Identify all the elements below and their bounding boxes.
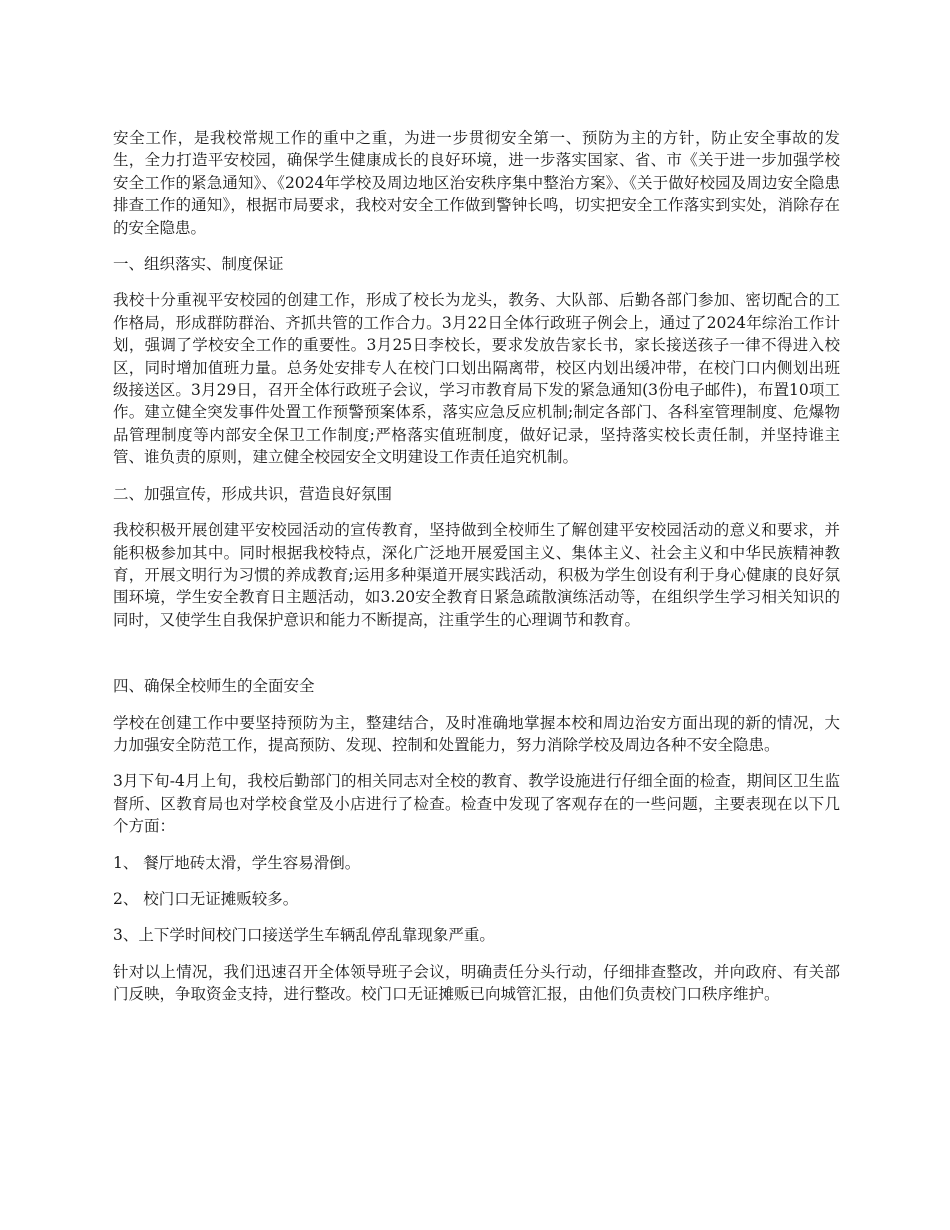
list-item: 2、 校门口无证摊贩较多。 — [113, 889, 299, 908]
list-item: 3、上下学时间校门口接送学生车辆乱停乱靠现象严重。 — [113, 926, 495, 945]
section-heading-1: 一、组织落实、制度保证 — [113, 255, 284, 274]
inspection-paragraph: 3月下旬-4月上旬，我校后勤部门的相关同志对全校的教育、教学设施进行仔细全面的检查，期间区卫生监督所、区教育局也对学校食堂及小店进行了检查。检查中发现了客观存在的一些问题，主要表现在以下几个方面： — [113, 772, 840, 836]
section-heading-4: 四、确保全校师生的全面安全 — [113, 677, 315, 696]
document-body — [113, 127, 840, 1020]
section-2-paragraph: 我校积极开展创建平安校园活动的宣传教育，坚持做到全校师生了解创建平安校园活动的意义和要求，并能积极参加其中。同时根据我校特点，深化广泛地开展爱国主义、集体主义、社会主义和中华民族精神教育，开展文明行为习惯的养成教育;运用多种渠道开展实践活动，积极为学生创设有利于身心健康的良好氛围环境，学生安全教育日主题活动，如3.20安全教育日紧急疏散演练活动等，在组织学生学习相关知识的同时，又使学生自我保护意识和能力不断提高，注重学生的心理调节和教育。 — [113, 521, 840, 629]
list-item: 1、 餐厅地砖太滑，学生容易滑倒。 — [113, 853, 361, 872]
section-4-paragraph: 学校在创建工作中要坚持预防为主，整建结合，及时准确地掌握本校和周边治安方面出现的新的情况，大力加强安全防范工作，提高预防、发现、控制和处置能力，努力消除学校及周边各种不安全隐患。 — [113, 713, 840, 754]
section-heading-2: 二、加强宣传，形成共识，营造良好氛围 — [113, 484, 393, 503]
intro-paragraph: 安全工作，是我校常规工作的重中之重，为进一步贯彻安全第一、预防为主的方针，防止安全事故的发生，全力打造平安校园，确保学生健康成长的良好环境，进一步落实国家、省、市《关于进一步加强学校安全工作的紧急通知》、《2024年学校及周边地区治安秩序集中整治方案》、《关于做好校园及周边安全隐患排查工作的通知》，根据市局要求，我校对安全工作做到警钟长鸣，切实把安全工作落实到实处，消除存在的安全隐患。 — [113, 129, 840, 237]
section-1-paragraph: 我校十分重视平安校园的创建工作，形成了校长为龙头，教务、大队部、后勤各部门参加、密切配合的工作格局，形成群防群治、齐抓共管的工作合力。3月22日全体行政班子例会上，通过了2024年综治工作计划，强调了学校安全工作的重要性。3月25日李校长，要求发放告家长书，家长接送孩子一律不得进入校区，同时增加值班力量。总务处安排专人在校门口划出隔离带，校区内划出缓冲带，在校门口内侧划出班级接送区。3月29日，召开全体行政班子会议，学习市教育局下发的紧急通知(3份电子邮件)，布置10项工作。建立健全突发事件处置工作预警预案体系，落实应急反应机制;制定各部门、各科室管理制度、危爆物品管理制度等内部安全保卫工作制度;严格落实值班制度，做好记录，坚持落实校长责任制，并坚持谁主管、谁负责的原则，建立健全校园安全文明建设工作责任追究机制。 — [113, 291, 840, 467]
conclusion-paragraph: 针对以上情况，我们迅速召开全体领导班子会议，明确责任分头行动，仔细排查整改，并向政府、有关部门反映，争取资金支持，进行整改。校门口无证摊贩已向城管汇报，由他们负责校门口秩序维护。 — [113, 962, 840, 1004]
